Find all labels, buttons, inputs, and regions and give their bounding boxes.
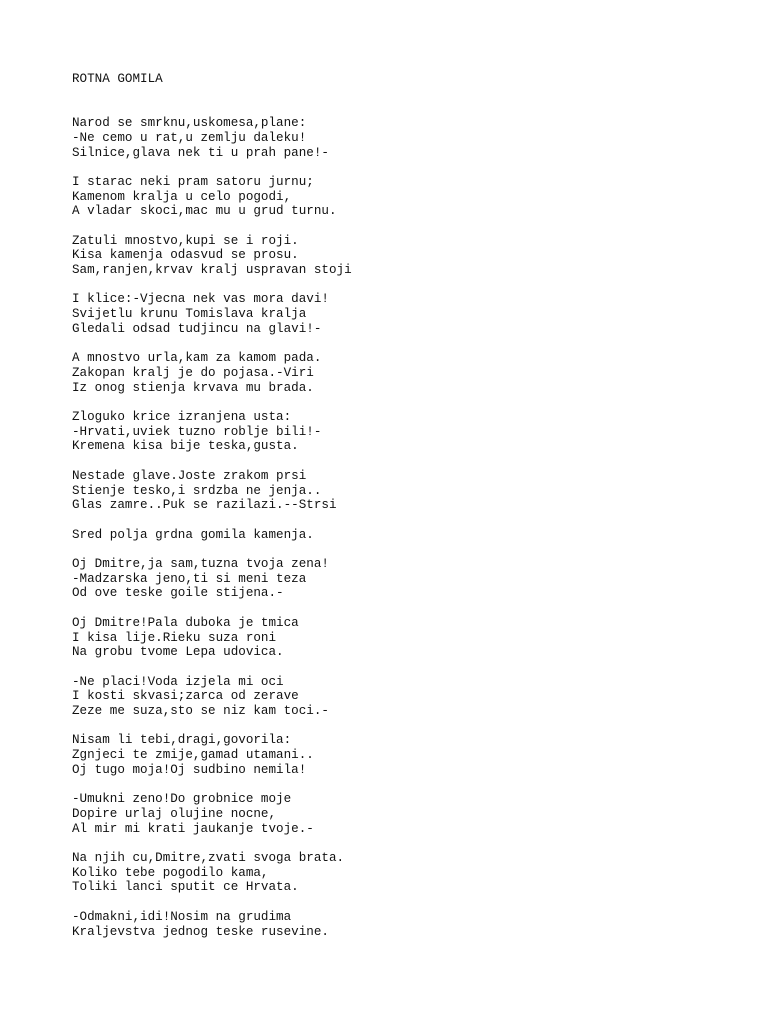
- poem-line: Nisam li tebi,dragi,govorila:: [72, 733, 292, 748]
- poem-line: -Ne cemo u rat,u zemlju daleku!: [72, 130, 307, 145]
- poem-line: I klice:-Vjecna nek vas mora davi!: [72, 292, 329, 307]
- poem-page: [72, 72, 752, 954]
- stanza: [72, 616, 752, 660]
- poem-line: Zeze me suza,sto se niz kam toci.-: [72, 704, 329, 719]
- poem-line: Oj Dmitre,ja sam,tuzna tvoja zena!: [72, 557, 329, 572]
- poem-line: Dopire urlaj olujine nocne,: [72, 806, 277, 821]
- poem-line: Sred polja grdna gomila kamenja.: [72, 527, 314, 542]
- stanza: [72, 410, 752, 454]
- poem-line: Zgnjeci te zmije,gamad utamani..: [72, 748, 314, 763]
- title-spacer: [72, 87, 752, 116]
- poem-line: Zloguko krice izranjena usta:: [72, 410, 292, 425]
- poem-line: Iz onog stienja krvava mu brada.: [72, 380, 314, 395]
- poem-line: Na grobu tvome Lepa udovica.: [72, 645, 284, 660]
- poem-line: Koliko tebe pogodilo kama,: [72, 865, 269, 880]
- poem-line: A mnostvo urla,kam za kamom pada.: [72, 351, 322, 366]
- poem-line: Sam,ranjen,krvav kralj uspravan stoji: [72, 263, 352, 278]
- poem-line: Toliki lanci sputit ce Hrvata.: [72, 880, 299, 895]
- poem-line: -Odmakni,idi!Nosim na grudima: [72, 909, 292, 924]
- poem-line: Zakopan kralj je do pojasa.-Viri: [72, 365, 314, 380]
- poem-line: -Umukni zeno!Do grobnice moje: [72, 792, 292, 807]
- stanza: [72, 675, 752, 719]
- stanza: [72, 792, 752, 836]
- stanza: [72, 116, 752, 160]
- poem-line: Nestade glave.Joste zrakom prsi: [72, 468, 307, 483]
- poem-line: Silnice,glava nek ti u prah pane!-: [72, 145, 329, 160]
- stanza: [72, 292, 752, 336]
- poem-line: Al mir mi krati jaukanje tvoje.-: [72, 821, 314, 836]
- stanza: [72, 469, 752, 513]
- poem-line: -Ne placi!Voda izjela mi oci: [72, 674, 284, 689]
- poem-line: Na njih cu,Dmitre,zvati svoga brata.: [72, 851, 345, 866]
- stanza: [72, 528, 752, 543]
- poem-line: Zatuli mnostvo,kupi se i roji.: [72, 233, 299, 248]
- stanza: [72, 234, 752, 278]
- poem-line: Kamenom kralja u celo pogodi,: [72, 189, 292, 204]
- poem-title: ROTNA GOMILA: [72, 72, 163, 86]
- poem-line: Oj tugo moja!Oj sudbino nemila!: [72, 762, 307, 777]
- poem-line: -Hrvati,uviek tuzno roblje bili!-: [72, 424, 322, 439]
- poem-line: Glas zamre..Puk se razilazi.--Strsi: [72, 498, 337, 513]
- stanza: [72, 910, 752, 939]
- poem-line: Kremena kisa bije teska,gusta.: [72, 439, 299, 454]
- poem-line: -Madzarska jeno,ti si meni teza: [72, 571, 307, 586]
- poem-line: A vladar skoci,mac mu u grud turnu.: [72, 204, 337, 219]
- poem-line: Od ove teske goile stijena.-: [72, 586, 284, 601]
- stanza: [72, 175, 752, 219]
- poem-line: Svijetlu krunu Tomislava kralja: [72, 307, 307, 322]
- poem-line: I kosti skvasi;zarca od zerave: [72, 689, 299, 704]
- poem-line: Oj Dmitre!Pala duboka je tmica: [72, 615, 299, 630]
- stanza: [72, 557, 752, 601]
- poem-line: Gledali odsad tudjincu na glavi!-: [72, 321, 322, 336]
- stanza: [72, 851, 752, 895]
- poem-line: I kisa lije.Rieku suza roni: [72, 630, 277, 645]
- poem-line: Kisa kamenja odasvud se prosu.: [72, 248, 299, 263]
- stanza: [72, 351, 752, 395]
- stanza: [72, 733, 752, 777]
- poem-line: Narod se smrknu,uskomesa,plane:: [72, 116, 307, 131]
- poem-line: I starac neki pram satoru jurnu;: [72, 174, 314, 189]
- poem-line: Stienje tesko,i srdzba ne jenja..: [72, 483, 322, 498]
- poem-line: Kraljevstva jednog teske rusevine.: [72, 924, 329, 939]
